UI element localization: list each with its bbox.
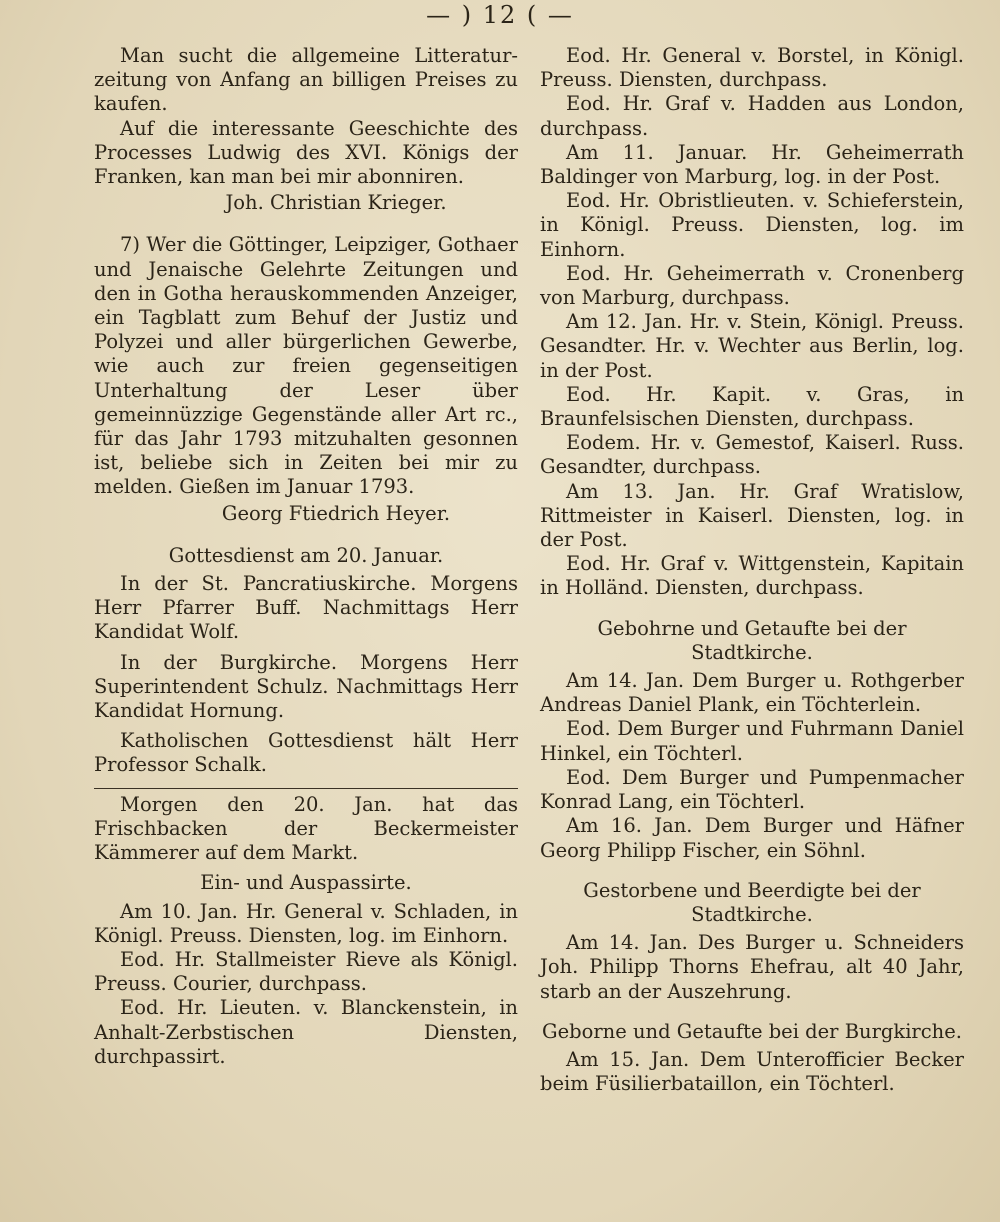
travel-entry: Eod. Hr. Lieuten. v. Blanckenstein, in Anhalt-Zerbstischen Diensten, durchpassirt.	[94, 996, 518, 1068]
birth-entry: Am 16. Jan. Dem Burger und Häfner Georg Philipp Fischer, ein Söhnl.	[540, 814, 964, 862]
section-heading: Gebohrne und Getaufte bei der Stadtkirche.	[597, 616, 907, 664]
section-heading: Gestorbene und Beerdigte bei der Stadtkirche.	[583, 878, 921, 926]
signature: Joh. Christian Krieger.	[225, 191, 447, 215]
service-paragraph: Katholischen Gottesdienst hält Herr Professor Schalk.	[94, 729, 518, 777]
travel-entry: Eodem. Hr. v. Gemestof, Kaiserl. Russ. Gesandter, durchpass.	[540, 431, 964, 479]
death-entry: Am 14. Jan. Des Burger u. Schneiders Joh. Philipp Thorns Ehefrau, alt 40 Jahr, starb an der Auszehrung.	[540, 931, 964, 1003]
travel-entry: Eod. Hr. Kapit. v. Gras, in Braunfelsischen Diensten, durchpass.	[540, 382, 964, 431]
service-paragraph: In der St. Pancratiuskirche. Morgens Herr Pfarrer Buff. Nachmittags Herr Kandidat Wolf.	[94, 572, 518, 644]
travel-entry: Am 10. Jan. Hr. General v. Schladen, in Königl. Preuss. Diensten, log. im Einhorn.	[94, 899, 518, 947]
travel-entry: Eod. Hr. General v. Borstel, in Königl. Preuss. Diensten, durchpass.	[540, 44, 964, 92]
travel-entry: Eod. Hr. Obristlieuten. v. Schieferstein, in Königl. Preuss. Diensten, log. im Einhorn.	[540, 189, 964, 261]
travel-entry: Eod. Hr. Stallmeister Rieve als Königl. Preuss. Courier, durchpass.	[94, 947, 518, 996]
page-number-header: — ) 12 ( —	[426, 1, 574, 29]
section-heading: Geborne und Getaufte bei der Burgkirche.	[542, 1019, 962, 1043]
travel-entry: Am 13. Jan. Hr. Graf Wratislow, Rittmeister in Kaiserl. Diensten, log. in der Post.	[540, 479, 964, 552]
right-column	[540, 44, 964, 1096]
birth-entry: Am 15. Jan. Dem Unterofficier Becker beim Füsilierbataillon, ein Töchterl.	[540, 1047, 964, 1096]
notice-paragraph: Man sucht die allgemeine Litteratur-zeitung von Anfang an billigen Preises zu kaufen.	[94, 44, 518, 116]
travel-entry: Eod. Hr. Graf v. Wittgenstein, Kapitain in Holländ. Diensten, durchpass.	[540, 552, 964, 600]
birth-entry: Am 14. Jan. Dem Burger u. Rothgerber Andreas Daniel Plank, ein Töchterlein.	[540, 669, 964, 717]
service-paragraph: In der Burgkirche. Morgens Herr Superintendent Schulz. Nachmittags Herr Kandidat Hornung.	[94, 650, 518, 723]
signature: Georg Ftiedrich Heyer.	[221, 501, 451, 525]
section-heading: Ein- und Auspassirte.	[200, 871, 412, 895]
left-column	[94, 44, 518, 1069]
divider-rule	[94, 788, 518, 789]
notice-paragraph: Auf die interessante Geeschichte des Processes Ludwig des XVI. Königs der Franken, kan man bei mir abonniren.	[94, 116, 518, 189]
notice-paragraph: 7) Wer die Göttinger, Leipziger, Gothaer und Jenaische Gelehrte Zeitungen und den in Gotha herauskommenden Anzeiger, ein Tagblatt zum Behuf der Justiz und Polyzei und aller bürgerlichen Gewerbe, wie auch zur freien gegenseitigen Unterhaltung der Leser über gemeinnüzzige Gegenstände aller Art rc., für das Jahr 1793 mitzuhalten gesonnen ist, beliebe sich in Zeiten bei mir zu melden. Gießen im Januar 1793.	[94, 233, 518, 499]
travel-entry: Am 11. Januar. Hr. Geheimerrath Baldinger von Marburg, log. in der Post.	[540, 140, 964, 189]
travel-entry: Am 12. Jan. Hr. v. Stein, Königl. Preuss. Gesandter. Hr. v. Wechter aus Berlin, log. in der Post.	[540, 310, 964, 382]
section-heading: Gottesdienst am 20. Januar.	[168, 543, 444, 567]
notice-paragraph: Morgen den 20. Jan. hat das Frischbacken der Beckermeister Kämmerer auf dem Markt.	[94, 792, 518, 865]
travel-entry: Eod. Hr. Geheimerrath v. Cronenberg von Marburg, durchpass.	[540, 261, 964, 310]
birth-entry: Eod. Dem Burger und Fuhrmann Daniel Hinkel, ein Töchterl.	[540, 717, 964, 765]
travel-entry: Eod. Hr. Graf v. Hadden aus London, durchpass.	[540, 92, 964, 140]
birth-entry: Eod. Dem Burger und Pumpenmacher Konrad Lang, ein Töchterl.	[540, 765, 964, 814]
